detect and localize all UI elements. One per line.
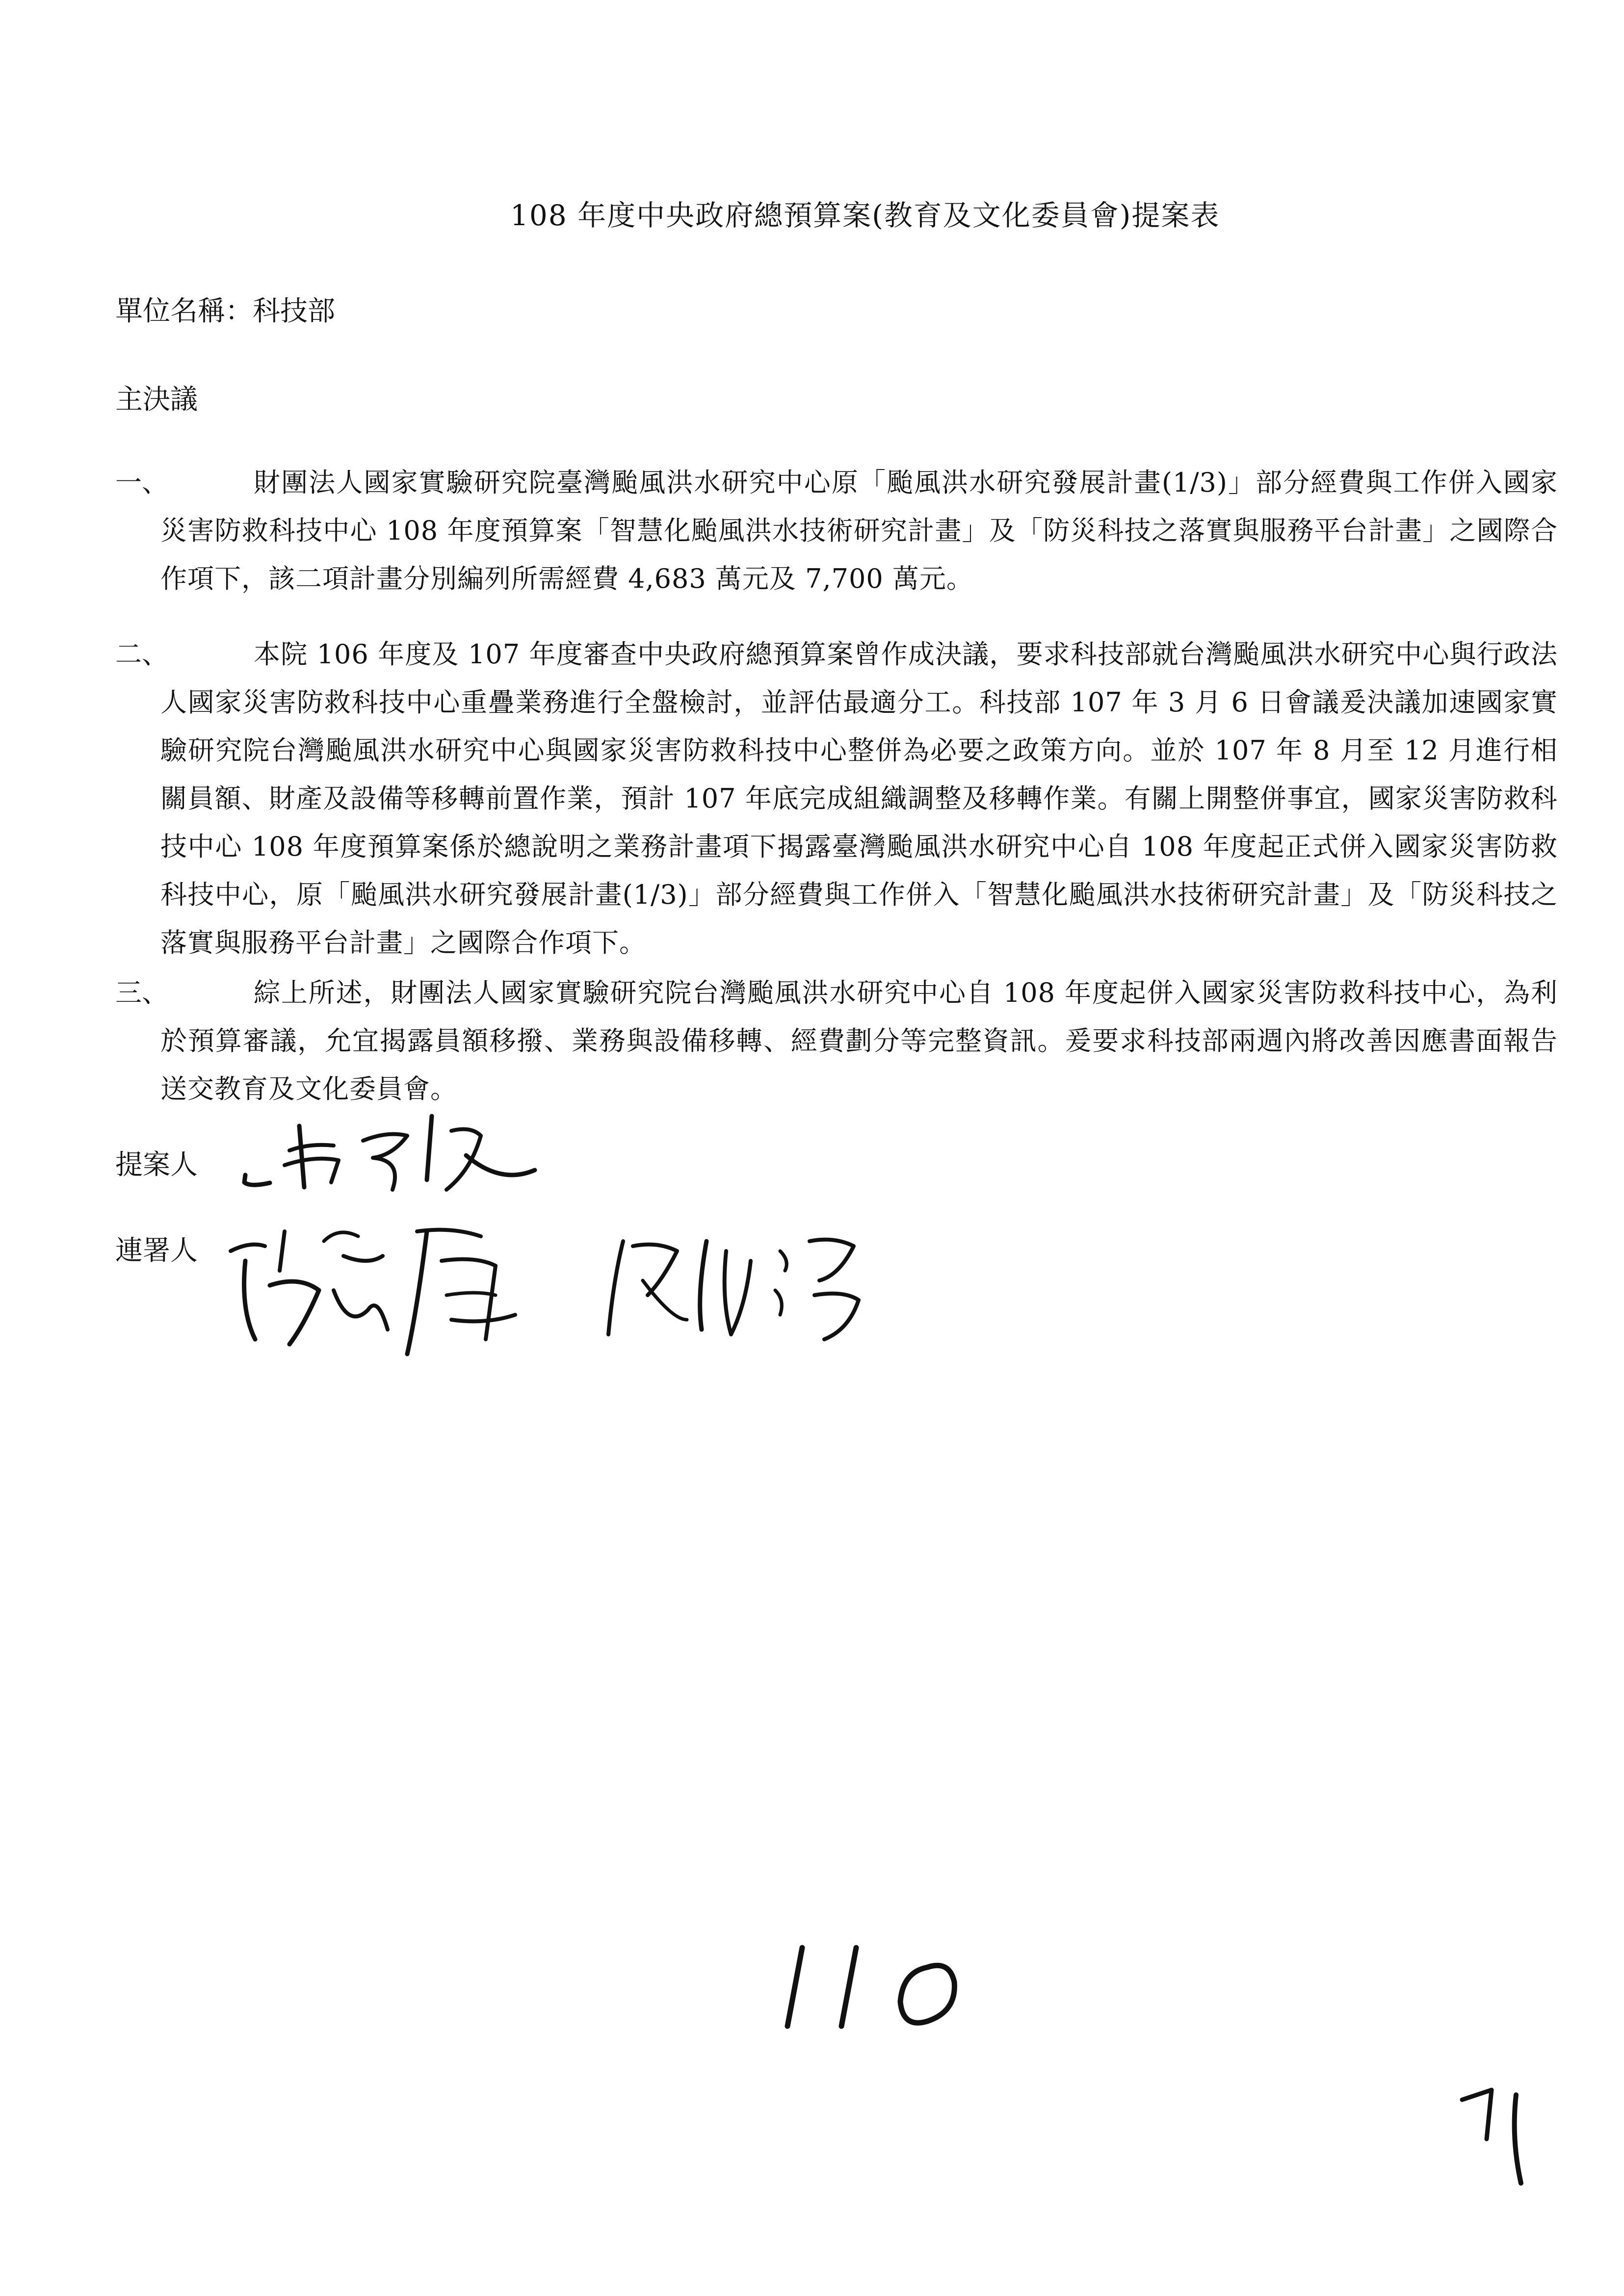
- resolution-item-2: [115, 630, 1558, 967]
- item-number: 三、: [115, 977, 168, 1008]
- cosigner-signature-1: [221, 1212, 564, 1369]
- item-text: 綜上所述，財團法人國家實驗研究院台灣颱風洪水研究中心自 108 年度起併入國家災害防救科技中心，為利於預算審議，允宜揭露員額移撥、業務與設備移轉、經費劃分等完整資訊。爰要求科技部兩週內將改善因應書面報告送交教育及文化委員會。: [160, 977, 1558, 1104]
- item-number: 一、: [115, 467, 168, 498]
- resolution-item-3: [115, 969, 1558, 1113]
- cosigner-signature-2: [603, 1222, 878, 1349]
- proposer-signature: [216, 1096, 559, 1204]
- item-text: 本院 106 年度及 107 年度審查中央政府總預算案曾作成決議，要求科技部就台灣颱風洪水研究中心與行政法人國家災害防救科技中心重疊業務進行全盤檢討，並評估最適分工。科技部 107 年 3 月 6 日會議爰決議加速國家實驗研究院台灣颱風洪水研究中心與國家災害防救科技中心整併為必要之政策方向。並於 107 年 8 月至 12 月進行相關員額、財產及設備等移轉前置作業，預計 107 年底完成組織調整及移轉作業。有關上開整併事宜，國家災害防救科技中心 108 年度預算案係於總說明之業務計畫項下揭露臺灣颱風洪水研究中心自 108 年度起正式併入國家災害防救科技中心，原「颱風洪水研究發展計畫(1/3)」部分經費與工作併入「智慧化颱風洪水技術研究計畫」及「防災科技之落實與服務平台計畫」之國際合作項下。: [160, 639, 1558, 958]
- main-resolution-heading: 主決議: [115, 384, 198, 416]
- item-text: 財團法人國家實驗研究院臺灣颱風洪水研究中心原「颱風洪水研究發展計畫(1/3)」部分經費與工作併入國家災害防救科技中心 108 年度預算案「智慧化颱風洪水技術研究計畫」及「防災科技之落實與服務平台計畫」之國際合作項下，該二項計畫分別編列所需經費 4,683 萬元及 7,700 萬元。: [160, 467, 1558, 594]
- cosigner-label: 連署人: [115, 1235, 198, 1267]
- proposer-label: 提案人: [115, 1149, 198, 1181]
- unit-name: 單位名稱：科技部: [115, 295, 335, 327]
- corner-mark: [1452, 2075, 1550, 2193]
- resolution-item-1: [115, 459, 1558, 603]
- handwritten-page-number: [756, 1933, 986, 2041]
- item-number: 二、: [115, 639, 168, 670]
- document-title: 108 年度中央政府總預算案(教育及文化委員會)提案表: [510, 199, 1220, 232]
